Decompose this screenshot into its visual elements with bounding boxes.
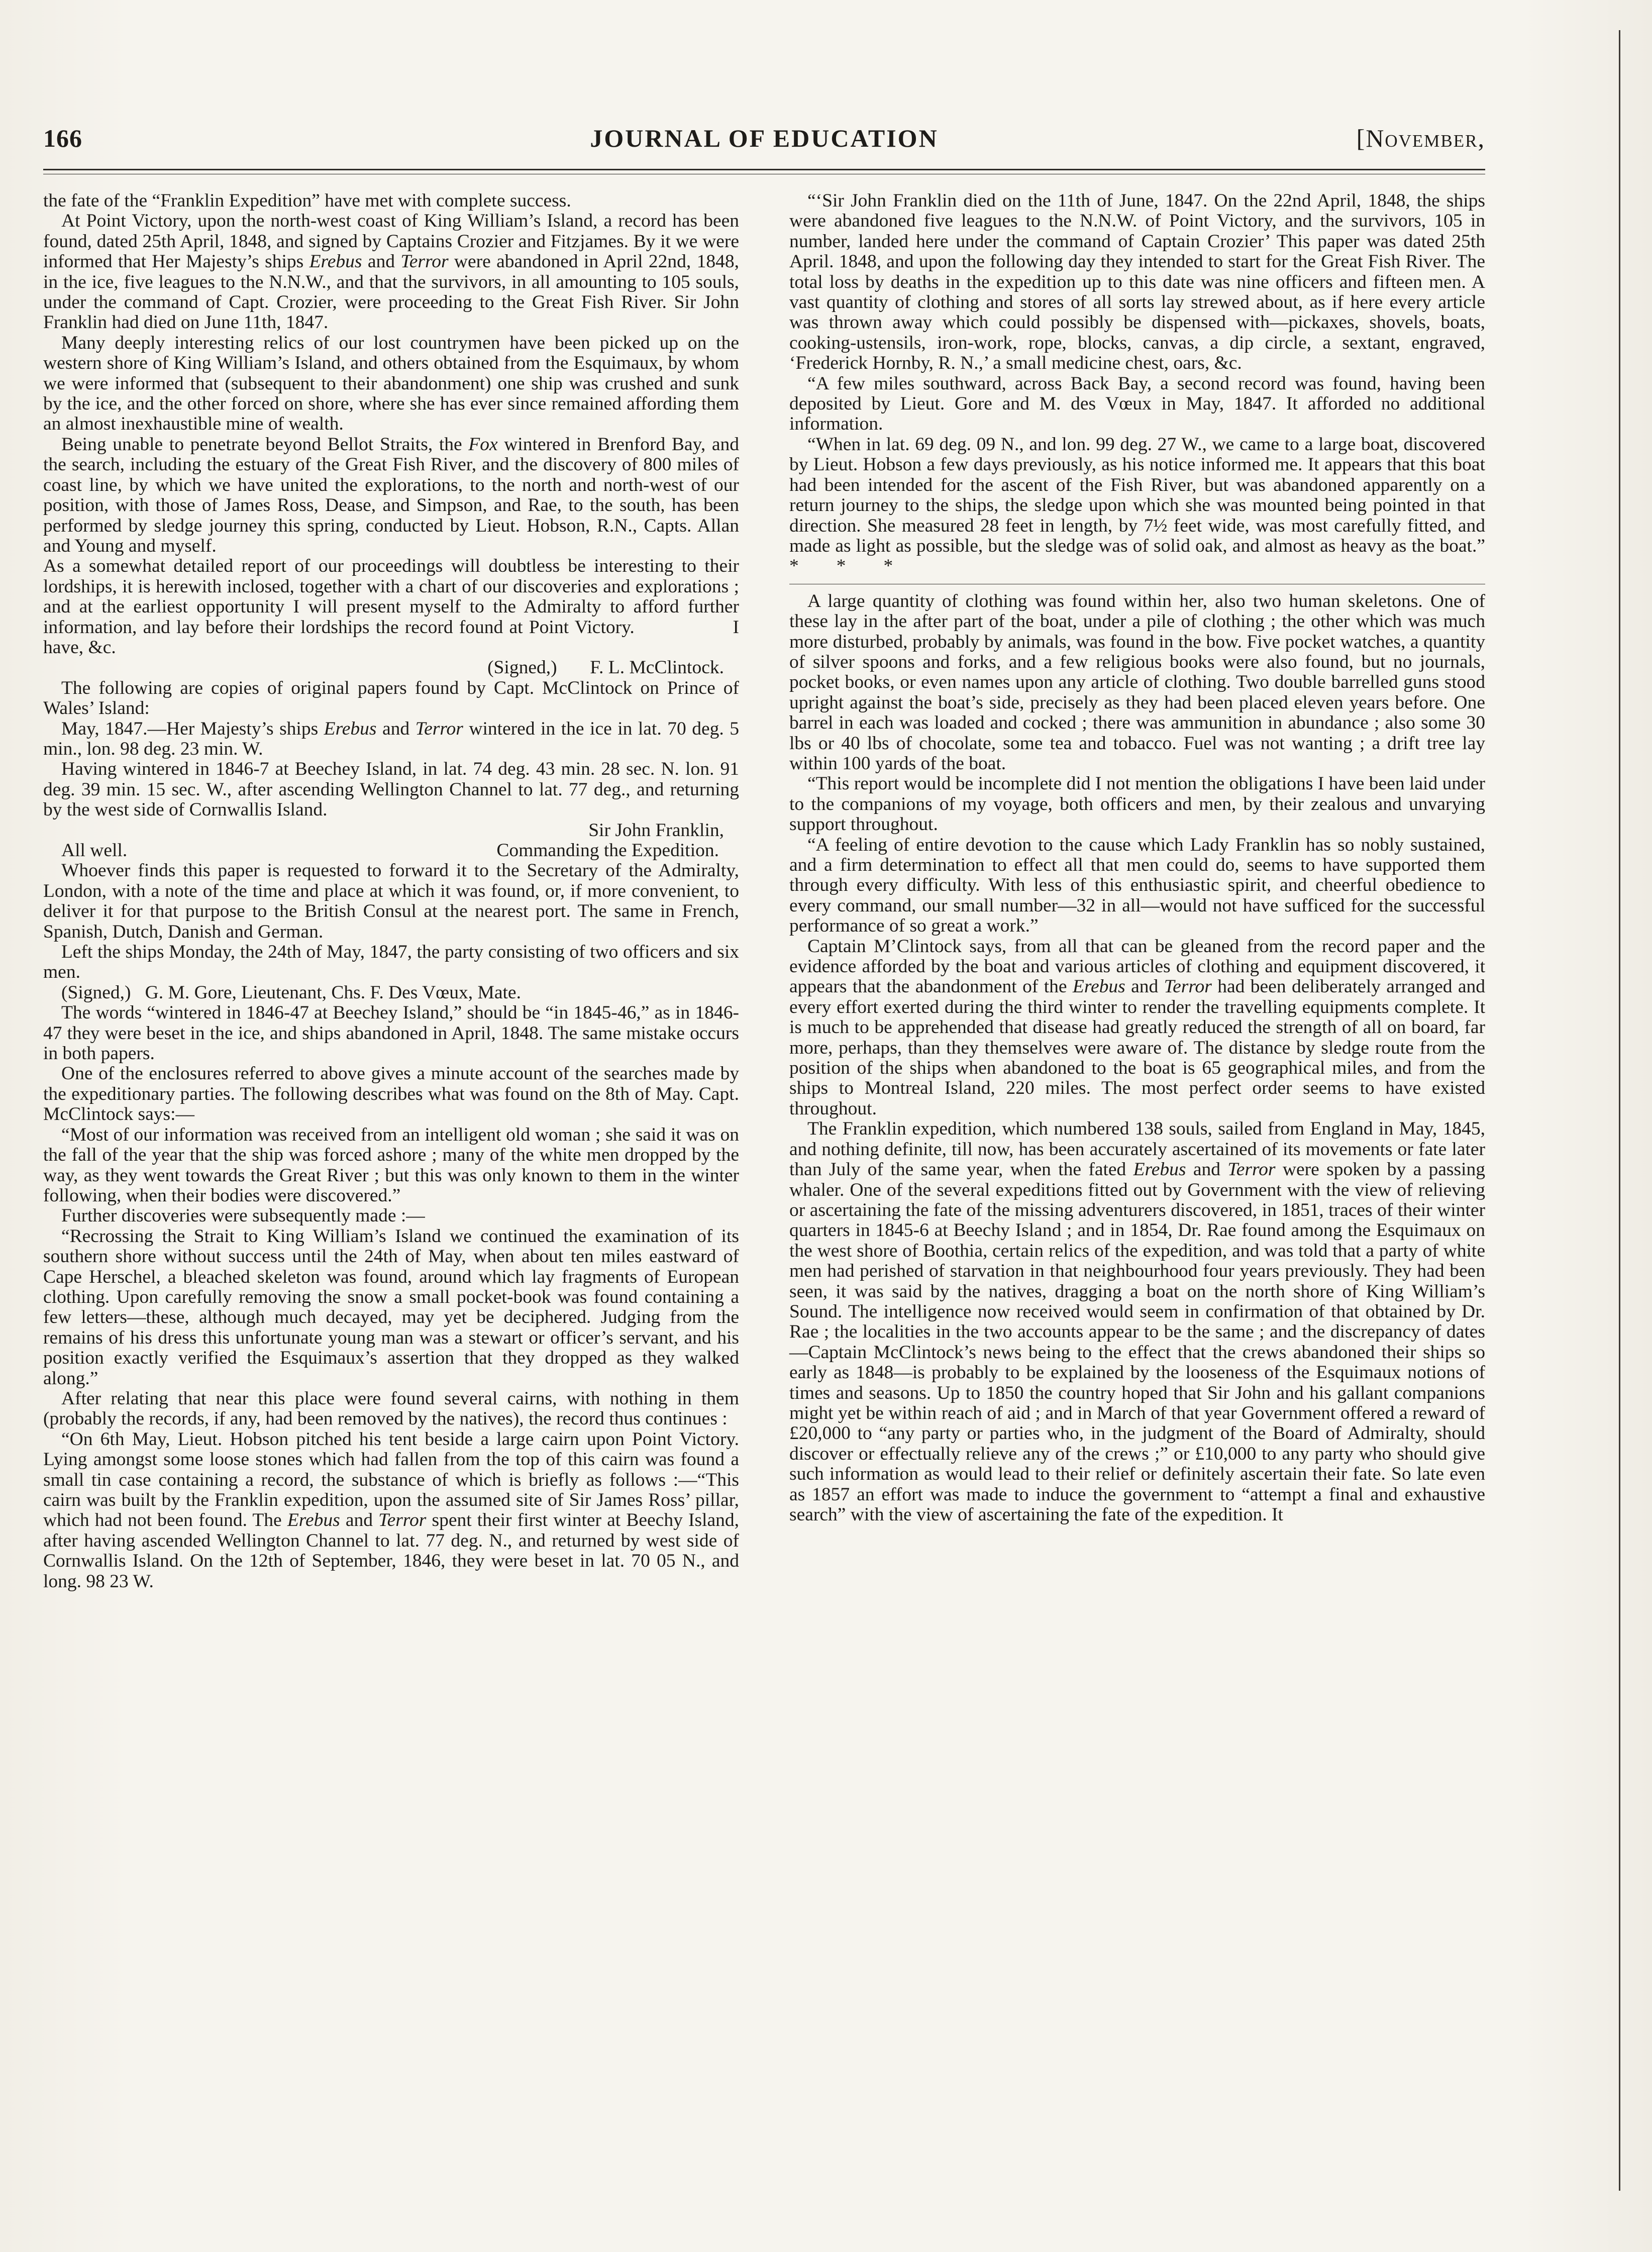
paragraph: Being unable to penetrate beyond Bellot Straits, the Fox wintered in Brenford Bay, and the search, including the estuary of the Great Fish River, and the discovery of 800 miles of coast line, by which we have united the explorations, to the north and north-west of our position, with those of James Ross, Dease, and Simpson, and Rae, to the south, has been performed by sledge journey this spring, conducted by Lieut. Hobson, R.N., Capts. Allan and Young and myself. xyxy=(43,434,744,556)
paragraph: A large quantity of clothing was found within her, also two human skeletons. One of these lay in the after part of the boat, under a pile of clothing ; the other which was much more disturbed, probably by animals, was found in the bow. Five pocket watches, a quantity of silver spoons and forks, and a few religious books were also found, but no journals, pocket books, or even names upon any article of clothing. Two double barrelled guns stood upright against the boat’s side, precisely as they had been placed eleven years before. One barrel in each was loaded and cocked ; there was ammunition in abundance ; also some 30 lbs or 40 lbs of chocolate, some tea and tobacco. Fuel was not wanting ; a drift tree lay within 100 yards of the boat. xyxy=(789,590,1490,774)
paragraph: As a somewhat detailed report of our proceedings will doubtless be interesting to their lordships, it is herewith inclosed, together with a chart of our discoveries and explorations ; and at the earliest opportunity I will present myself to the Admiralty to afford further information, and lay before their lordships the record found at Point Victory. I have, &c. xyxy=(43,556,744,658)
left-column xyxy=(43,190,744,2207)
paragraph: Left the ships Monday, the 24th of May, 1847, the party consisting of two officers and six men. xyxy=(43,942,744,983)
paragraph: Many deeply interesting relics of our lost countrymen have been picked up on the western shore of King William’s Island, and others obtained from the Esquimaux, by whom we were informed that (subsequent to their abandonment) one ship was crushed and sunk by the ice, and the other forced on shore, where she has ever since remained affording them an almost inexhaustible mine of wealth. xyxy=(43,332,744,435)
signature: (Signed,) F. L. McClintock. xyxy=(487,657,724,678)
signature: Sir John Franklin, xyxy=(588,820,724,841)
paragraph: The words “wintered in 1846-47 at Beechey Island,” should be “in 1845-46,” as in 1846-47 they were beset in the ice, and ships abandoned in April, 1848. The same mistake occurs in both papers. xyxy=(43,1002,744,1064)
page-header xyxy=(43,124,1485,166)
paragraph: “A feeling of entire devotion to the cause which Lady Franklin has so nobly sustained, and a firm determination to effect all that men could do, seems to have supported them through every difficulty. With less of this enthusiastic spirit, and cheerful obedience to every command, our small number—32 in all—would not have sufficed for the successful performance of so great a work.” xyxy=(789,834,1490,937)
right-column xyxy=(789,190,1523,2207)
paragraph: May, 1847.—Her Majesty’s ships Erebus and Terror wintered in the ice in lat. 70 deg. 5 min., lon. 98 deg. 23 min. W. xyxy=(43,718,744,759)
paragraph: At Point Victory, upon the north-west coast of King William’s Island, a record has been found, dated 25th April, 1848, and signed by Captains Crozier and Fitzjames. By it we were informed that Her Majesty’s ships Erebus and Terror were abandoned in April 22nd, 1848, in the ice, five leagues to the N.N.W., and that the survivors, in all amounting to 105 souls, under the command of Capt. Crozier, were proceeding to the Great Fish River. Sir John Franklin had died on June 11th, 1847. xyxy=(43,211,744,333)
paragraph: “Recrossing the Strait to King William’s Island we continued the examination of its southern shore without success until the 24th of May, when about ten miles eastward of Cape Herschel, a bleached skeleton was found, around which lay fragments of European clothing. Upon carefully removing the snow a small pocket-book was found containing a few letters—these, although much decayed, may yet be deciphered. Judging from the remains of his dress this unfortunate young man was a stewart or officer’s servant, and his position exactly verified the Esquimaux’s assertion that they dropped as they walked along.” xyxy=(43,1225,744,1389)
header-rule-thick xyxy=(43,169,1485,170)
paragraph: “Most of our information was received from an intelligent old woman ; she said it was on the fall of the year that the ship was forced ashore ; many of the white men dropped by the way, as they went towards the Great River ; but this was only known to them in the winter following, when their bodies were discovered.” xyxy=(43,1124,744,1206)
signature-line xyxy=(43,841,739,861)
paragraph: “On 6th May, Lieut. Hobson pitched his tent beside a large cairn upon Point Victory. Lying amongst some loose stones which had fallen from the top of this cairn was found a small tin case containing a record, the substance of which is briefly as follows :—“This cairn was built by the Franklin expedition, upon the assumed site of Sir James Ross’ pillar, which had not been found. The Erebus and Terror spent their first winter at Beechy Island, after having ascended Wellington Channel to lat. 77 deg. N., and returned by west side of Cornwallis Island. On the 12th of September, 1846, they were beset in lat. 70 05 N., and long. 98 23 W. xyxy=(43,1428,744,1592)
paragraph: “When in lat. 69 deg. 09 N., and lon. 99 deg. 27 W., we came to a large boat, discovered by Lieut. Hobson a few days previously, as his notice informed me. It appears that this boat had been intended for the ascent of the Fish River, but was abandoned apparently on a return journey to the ships, the sledge upon which she was mounted being pointed in that direction. She measured 28 feet in length, by 7½ feet wide, was most carefully fitted, and made as light as possible, but the sledge was of solid oak, and almost as heavy as the boat.” * * * xyxy=(789,434,1523,577)
paragraph: “A few miles southward, across Back Bay, a second record was found, having been deposited by Lieut. Gore and M. des Vœux in May, 1847. It afforded no additional information. xyxy=(789,373,1490,435)
paragraph: the fate of the “Franklin Expedition” have met with complete success. xyxy=(43,190,571,211)
paragraph: Captain M’Clintock says, from all that can be gleaned from the record paper and the evidence afforded by the boat and various articles of clothing and equipment discovered, it appears that the abandonment of the Erebus and Terror had been deliberately arranged and every effort exerted during the third winter to render the travelling equipments complete. It is much to be apprehended that disease had greatly reduced the strength of all on board, far more, perhaps, than they themselves were aware of. The distance by sledge route from the position of the ships when abandoned to the boat is 65 geographical miles, and from the ships to Montreal Island, 220 miles. The most perfect order seems to have existed throughout. xyxy=(789,936,1490,1119)
page-number: 166 xyxy=(43,124,82,152)
paragraph: The following are copies of original papers found by Capt. McClintock on Prince of Wales’ Island: xyxy=(43,677,744,719)
paragraph: “‘Sir John Franklin died on the 11th of June, 1847. On the 22nd April, 1848, the ships were abandoned five leagues to the N.N.W. of Point Victory, and the survivors, 105 in number, landed here under the command of Captain Crozier’ This paper was dated 25th April. 1848, and upon the following day they intended to start for the Great Fish River. The total loss by deaths in the expedition up to this date was nine officers and fifteen men. A vast quantity of clothing and stores of all sorts lay strewed about, as if here every article was thrown away which could possibly be dispensed with—pickaxes, shovels, boats, cooking-ustensils, iron-work, rope, blocks, canvas, a dip circle, a sextant, engraved, ‘Frederick Hornby, R. N.,’ a small medicine chest, oars, &c. xyxy=(789,190,1490,374)
paragraph: (Signed,) G. M. Gore, Lieutenant, Chs. F. Des Vœux, Mate. xyxy=(61,982,521,1003)
paragraph: One of the enclosures referred to above gives a minute account of the searches made by the expeditionary parties. The following describes what was found on the 8th of May. Capt. McClintock says:— xyxy=(43,1063,744,1125)
paragraph: “This report would be incomplete did I not mention the obligations I have been laid under to the companions of my voyage, both officers and men, by their zealous and unvarying support throughout. xyxy=(789,773,1490,835)
paragraph: Whoever finds this paper is requested to forward it to the Secretary of the Admiralty, London, with a note of the time and place at which it was found, or, if more convenient, to deliver it for that purpose to the British Consul at the nearest port. The same in French, Spanish, Dutch, Danish and German. xyxy=(43,860,744,942)
page-edge-line xyxy=(1619,30,1623,2191)
signature-left: All well. xyxy=(61,840,128,861)
paragraph: Having wintered in 1846-7 at Beechey Island, in lat. 74 deg. 43 min. 28 sec. N. lon. 91 deg. 39 min. 15 sec. W., after ascending Wellington Channel to lat. 77 deg., and returning by the west side of Cornwallis Island. xyxy=(43,759,744,821)
paragraph: After relating that near this place were found several cairns, with nothing in them (probably the records, if any, had been removed by the natives), the record thus continues : xyxy=(43,1388,744,1429)
running-month: [November, xyxy=(1356,124,1485,152)
paragraph: Further discoveries were subsequently made :— xyxy=(61,1205,425,1226)
paragraph: The Franklin expedition, which numbered 138 souls, sailed from England in May, 1845, and nothing definite, till now, has been accurately ascertained of its movements or fate later than July of the same year, when the fated Erebus and Terror were spoken by a passing whaler. One of the several expeditions fitted out by Government with the view of relieving or ascertaining the fate of the missing adventurers discovered, in 1851, traces of their winter quarters in 1845-6 at Beechy Island ; and in 1854, Dr. Rae found among the Esquimaux on the west shore of Boothia, certain relics of the expedition, and was told that a party of white men had perished of starvation in that neighbourhood four years previously. They had been seen, it was said by the natives, dragging a boat on the north shore of King William’s Sound. The intelligence now received would seem in confirmation of that obtained by Dr. Rae ; the localities in the two accounts appear to be the same ; and the discrepancy of dates—Captain McClintock’s news being to the effect that the crews abandoned their ships so early as 1848—is probably to be explained by the looseness of the Esquimaux notions of times and seasons. Up to 1850 the country hoped that Sir John and his gallant companions might yet be within reach of aid ; and in March of that year Government offered a reward of £20,000 to “any party or parties who, in the judgment of the Board of Admiralty, should discover or effectually relieve any of the crews ;” or £10,000 to any party who should give such information as would lead to their relief or definitely ascertain their fate. So late even as 1857 an effort was made to induce the government to “attempt a final and exhaustive search” with the view of ascertaining the fate of the expedition. It xyxy=(789,1118,1490,1525)
signature-right: Commanding the Expedition. xyxy=(496,840,719,861)
running-title: JOURNAL OF EDUCATION xyxy=(590,124,939,152)
